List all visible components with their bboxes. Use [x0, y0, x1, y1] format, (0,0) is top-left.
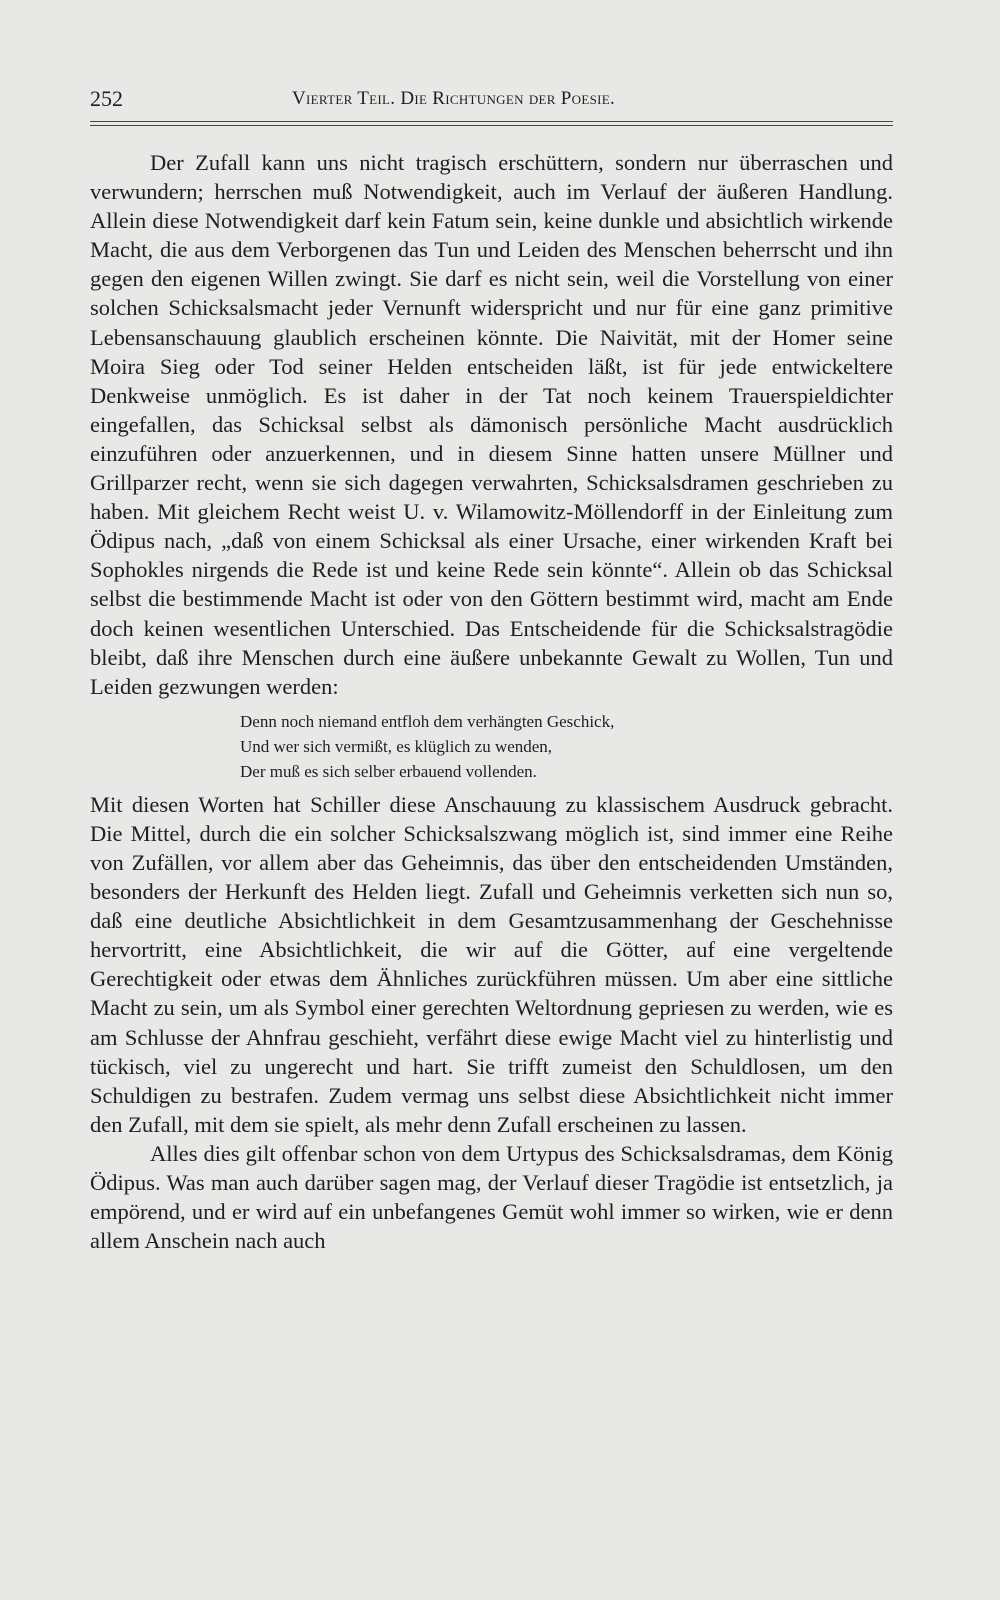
- paragraph-1: Der Zufall kann uns nicht tragisch erschüttern, sondern nur überraschen und verwundern; herrschen muß Notwendigkeit, auch im Verlauf der äußeren Handlung. Allein diese Notwendigkeit darf kein Fatum sein, keine dunkle und absichtlich wirkende Macht, die aus dem Verborgenen das Tun und Leiden des Menschen beherrscht und ihn gegen den eigenen Willen zwingt. Sie darf es nicht sein, weil die Vorstellung von einer solchen Schicksalsmacht jeder Vernunft widerspricht und nur für eine ganz primitive Lebensanschauung glaublich erscheinen könnte. Die Naivität, mit der Homer seine Moira Sieg oder Tod seiner Helden entscheiden läßt, ist für jede entwickeltere Denkweise unmöglich. Es ist daher in der Tat noch keinem Trauerspieldichter eingefallen, das Schicksal selbst als dämonisch persönliche Macht ausdrücklich einzuführen oder anzuerkennen, und in diesem Sinne hatten unsere Müllner und Grillparzer recht, wenn sie sich dagegen verwahrten, Schicksalsdramen geschrieben zu haben. Mit gleichem Recht weist U. v. Wilamowitz-Möllendorff in der Einleitung zum Ödipus nach, „daß von einem Schicksal als einer Ursache, einer wirkenden Kraft bei Sophokles nirgends die Rede ist und keine Rede sein könnte“. Allein ob das Schicksal selbst die bestimmende Macht ist oder von den Göttern bestimmt wird, macht am Ende doch keinen wesentlichen Unterschied. Das Entscheidende für die Schicksalstragödie bleibt, daß ihre Menschen durch eine äußere unbekannte Gewalt zu Wollen, Tun und Leiden gezwungen werden:: [90, 150, 893, 699]
- page-header: [90, 86, 890, 116]
- paragraph-3: Alles dies gilt offenbar schon von dem Urtypus des Schicksalsdramas, dem König Ödipus. Was man auch darüber sagen mag, der Verlauf dieser Tragödie ist entsetzlich, ja empörend, und er wird auf ein unbefangenes Gemüt wohl immer so wirken, wie er denn allem Anschein nach auch: [90, 1140, 893, 1254]
- paragraph-2: Mit diesen Worten hat Schiller diese Anschauung zu klassischem Ausdruck gebracht. Die Mittel, durch die ein solcher Schicksalszwang möglich ist, sind immer eine Reihe von Zufällen, vor allem aber das Geheimnis, das über den entscheidenden Umständen, besonders der Herkunft des Helden liegt. Zufall und Geheimnis verketten sich nun so, daß eine deutliche Absichtlichkeit in dem Gesamtzusammenhang der Geschehnisse hervortritt, eine Absichtlichkeit, die wir auf die Götter, auf eine vergeltende Gerechtigkeit oder etwas dem Ähnliches zurückführen müssen. Um aber eine sittliche Macht zu sein, um als Symbol einer gerechten Weltordnung gepriesen zu werden, wie es am Schlusse der Ahnfrau geschieht, verfährt diese ewige Macht viel zu hinterlistig und tückisch, viel zu ungerecht und hart. Sie trifft zumeist den Schuldlosen, um den Schuldigen zu bestrafen. Zudem vermag uns selbst diese Absichtlichkeit nicht immer den Zufall, mit dem sie spielt, als mehr denn Zufall erscheinen zu lassen.: [90, 791, 893, 1137]
- verse-line-3: Der muß es sich selber erbauend vollenden.: [240, 761, 537, 781]
- verse-quotation: [240, 709, 893, 784]
- page-number: 252: [90, 86, 123, 111]
- header-rule-top: [90, 121, 893, 122]
- header-rule-bottom: [90, 125, 893, 126]
- verse-line-1: Denn noch niemand entfloh dem verhängten Geschick,: [240, 711, 615, 731]
- body-text: [90, 148, 893, 1255]
- running-title: Vierter Teil. Die Richtungen der Poesie.: [292, 88, 616, 109]
- verse-line-2: Und wer sich vermißt, es klüglich zu wenden,: [240, 736, 553, 756]
